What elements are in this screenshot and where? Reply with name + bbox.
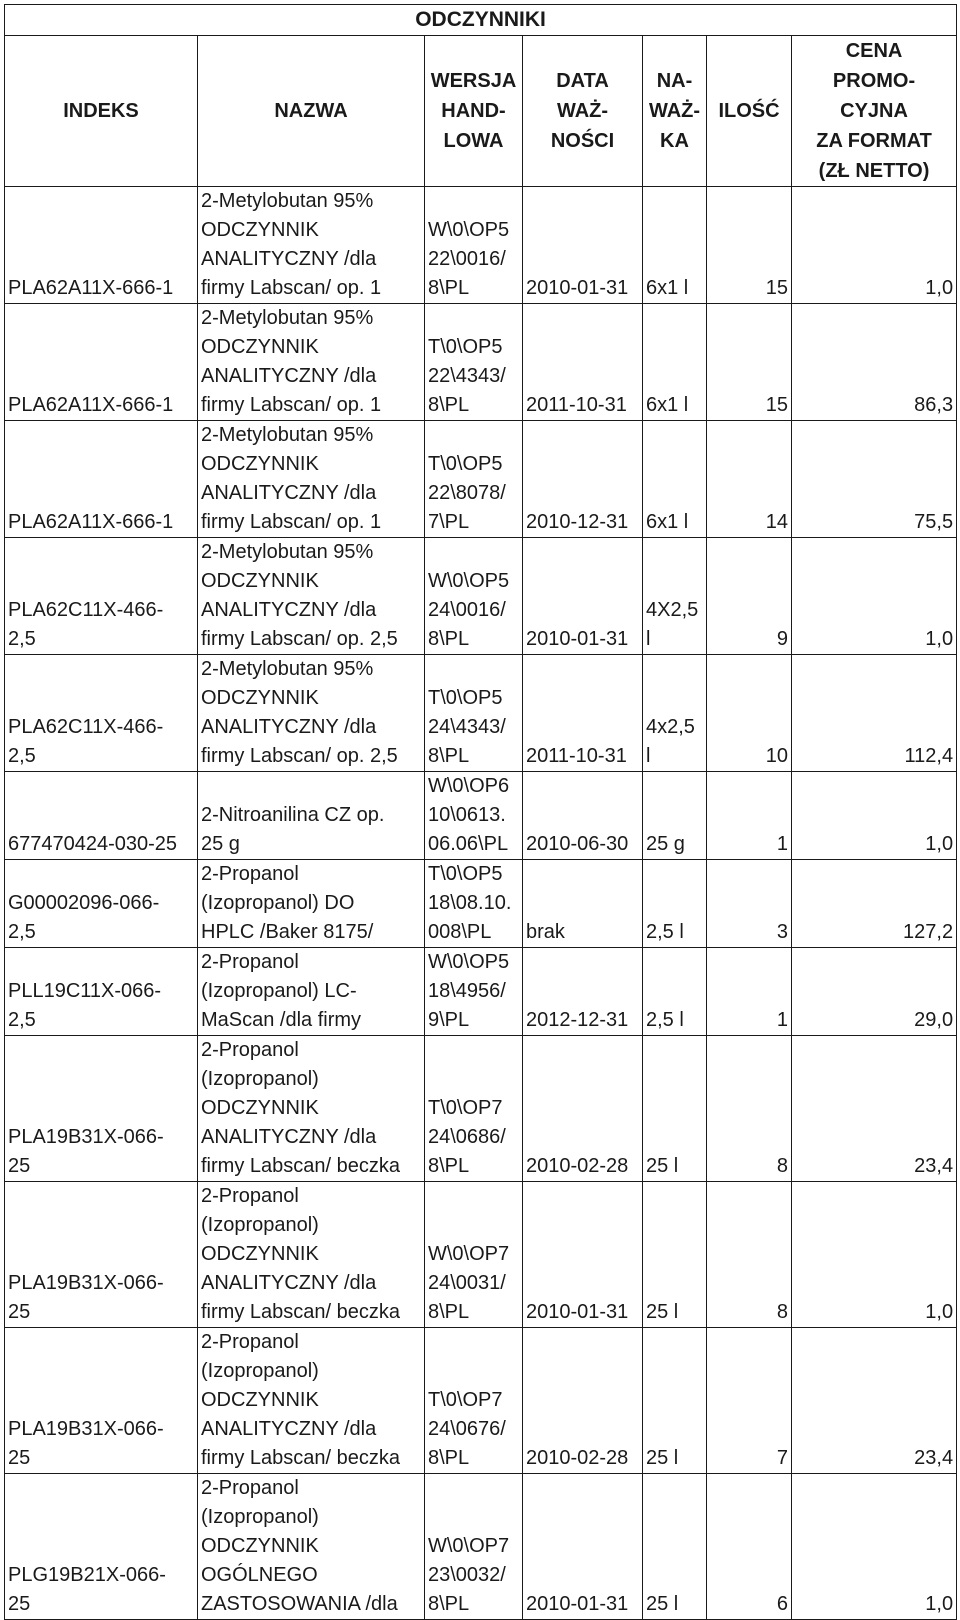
cell-expiry-date: 2010-01-31 xyxy=(523,187,643,304)
cell-expiry-date: 2010-06-30 xyxy=(523,772,643,860)
cell-trade-version: T\0\OP7 24\0676/ 8\PL xyxy=(425,1328,523,1474)
cell-promo-price: 1,0 xyxy=(792,772,957,860)
cell-promo-price: 23,4 xyxy=(792,1036,957,1182)
cell-expiry-date: 2012-12-31 xyxy=(523,948,643,1036)
cell-name: 2-Propanol (Izopropanol) ODCZYNNIK ANALITYCZNY /dla firmy Labscan/ beczka xyxy=(198,1328,425,1474)
table-row xyxy=(5,655,957,772)
header-row xyxy=(5,36,957,187)
cell-quantity: 1 xyxy=(707,948,792,1036)
cell-quantity: 6 xyxy=(707,1474,792,1620)
cell-promo-price: 29,0 xyxy=(792,948,957,1036)
table-row xyxy=(5,1182,957,1328)
table-row xyxy=(5,948,957,1036)
cell-trade-version: T\0\OP5 22\4343/ 8\PL xyxy=(425,304,523,421)
cell-quantity: 15 xyxy=(707,187,792,304)
cell-promo-price: 1,0 xyxy=(792,1474,957,1620)
cell-name: 2-Propanol (Izopropanol) ODCZYNNIK ANALITYCZNY /dla firmy Labscan/ beczka xyxy=(198,1036,425,1182)
cell-trade-version: T\0\OP5 22\8078/ 7\PL xyxy=(425,421,523,538)
cell-weight: 4x2,5 l xyxy=(643,655,707,772)
cell-quantity: 8 xyxy=(707,1036,792,1182)
cell-name: 2-Propanol (Izopropanol) DO HPLC /Baker 8175/ xyxy=(198,860,425,948)
cell-trade-version: W\0\OP5 24\0016/ 8\PL xyxy=(425,538,523,655)
cell-trade-version: W\0\OP6 10\0613. 06.06\PL xyxy=(425,772,523,860)
cell-index: PLA19B31X-066- 25 xyxy=(5,1328,198,1474)
header-trade-version: WERSJA HAND- LOWA xyxy=(425,36,523,187)
cell-weight: 6x1 l xyxy=(643,187,707,304)
cell-quantity: 8 xyxy=(707,1182,792,1328)
cell-weight: 25 l xyxy=(643,1036,707,1182)
table-row xyxy=(5,538,957,655)
cell-index: PLA62A11X-666-1 xyxy=(5,187,198,304)
cell-index: PLA62C11X-466- 2,5 xyxy=(5,655,198,772)
cell-weight: 2,5 l xyxy=(643,948,707,1036)
table-row xyxy=(5,1474,957,1620)
table-row xyxy=(5,772,957,860)
table-row xyxy=(5,1036,957,1182)
cell-expiry-date: 2010-01-31 xyxy=(523,538,643,655)
cell-trade-version: T\0\OP7 24\0686/ 8\PL xyxy=(425,1036,523,1182)
table-title: ODCZYNNIKI xyxy=(5,5,957,36)
cell-weight: 25 l xyxy=(643,1182,707,1328)
cell-promo-price: 127,2 xyxy=(792,860,957,948)
table-row xyxy=(5,421,957,538)
cell-quantity: 9 xyxy=(707,538,792,655)
cell-name: 2-Metylobutan 95% ODCZYNNIK ANALITYCZNY /dla firmy Labscan/ op. 2,5 xyxy=(198,538,425,655)
cell-expiry-date: 2010-12-31 xyxy=(523,421,643,538)
cell-trade-version: W\0\OP7 24\0031/ 8\PL xyxy=(425,1182,523,1328)
cell-quantity: 15 xyxy=(707,304,792,421)
cell-trade-version: W\0\OP5 22\0016/ 8\PL xyxy=(425,187,523,304)
cell-expiry-date: 2011-10-31 xyxy=(523,304,643,421)
cell-name: 2-Nitroanilina CZ op. 25 g xyxy=(198,772,425,860)
cell-trade-version: T\0\OP5 18\08.10. 008\PL xyxy=(425,860,523,948)
cell-promo-price: 1,0 xyxy=(792,187,957,304)
cell-weight: 25 l xyxy=(643,1328,707,1474)
cell-index: PLL19C11X-066- 2,5 xyxy=(5,948,198,1036)
reagents-sheet xyxy=(4,4,956,1620)
cell-expiry-date: 2010-01-31 xyxy=(523,1182,643,1328)
cell-weight: 25 g xyxy=(643,772,707,860)
cell-trade-version: W\0\OP5 18\4956/ 9\PL xyxy=(425,948,523,1036)
cell-weight: 2,5 l xyxy=(643,860,707,948)
cell-index: 677470424-030-25 xyxy=(5,772,198,860)
cell-index: G00002096-066- 2,5 xyxy=(5,860,198,948)
header-quantity: ILOŚĆ xyxy=(707,36,792,187)
cell-quantity: 1 xyxy=(707,772,792,860)
cell-weight: 4X2,5 l xyxy=(643,538,707,655)
cell-expiry-date: brak xyxy=(523,860,643,948)
cell-weight: 6x1 l xyxy=(643,421,707,538)
cell-promo-price: 1,0 xyxy=(792,538,957,655)
cell-index: PLA62C11X-466- 2,5 xyxy=(5,538,198,655)
cell-quantity: 14 xyxy=(707,421,792,538)
cell-quantity: 7 xyxy=(707,1328,792,1474)
cell-quantity: 10 xyxy=(707,655,792,772)
cell-index: PLA19B31X-066- 25 xyxy=(5,1182,198,1328)
header-index: INDEKS xyxy=(5,36,198,187)
cell-name: 2-Metylobutan 95% ODCZYNNIK ANALITYCZNY /dla firmy Labscan/ op. 1 xyxy=(198,187,425,304)
table-body xyxy=(5,187,957,1620)
reagents-table xyxy=(4,4,957,1620)
table-row xyxy=(5,304,957,421)
cell-weight: 6x1 l xyxy=(643,304,707,421)
cell-name: 2-Propanol (Izopropanol) ODCZYNNIK OGÓLNEGO ZASTOSOWANIA /dla xyxy=(198,1474,425,1620)
cell-expiry-date: 2011-10-31 xyxy=(523,655,643,772)
cell-weight: 25 l xyxy=(643,1474,707,1620)
cell-name: 2-Propanol (Izopropanol) LC- MaScan /dla firmy xyxy=(198,948,425,1036)
cell-promo-price: 75,5 xyxy=(792,421,957,538)
title-row xyxy=(5,5,957,36)
cell-promo-price: 112,4 xyxy=(792,655,957,772)
cell-promo-price: 23,4 xyxy=(792,1328,957,1474)
header-promo-price: CENA PROMO- CYJNA ZA FORMAT (ZŁ NETTO) xyxy=(792,36,957,187)
cell-name: 2-Metylobutan 95% ODCZYNNIK ANALITYCZNY /dla firmy Labscan/ op. 1 xyxy=(198,421,425,538)
cell-expiry-date: 2010-02-28 xyxy=(523,1036,643,1182)
cell-index: PLG19B21X-066- 25 xyxy=(5,1474,198,1620)
header-expiry-date: DATA WAŻ- NOŚCI xyxy=(523,36,643,187)
cell-trade-version: W\0\OP7 23\0032/ 8\PL xyxy=(425,1474,523,1620)
cell-promo-price: 86,3 xyxy=(792,304,957,421)
cell-expiry-date: 2010-02-28 xyxy=(523,1328,643,1474)
cell-index: PLA19B31X-066- 25 xyxy=(5,1036,198,1182)
cell-name: 2-Metylobutan 95% ODCZYNNIK ANALITYCZNY /dla firmy Labscan/ op. 1 xyxy=(198,304,425,421)
cell-index: PLA62A11X-666-1 xyxy=(5,421,198,538)
table-row xyxy=(5,1328,957,1474)
cell-name: 2-Propanol (Izopropanol) ODCZYNNIK ANALITYCZNY /dla firmy Labscan/ beczka xyxy=(198,1182,425,1328)
cell-promo-price: 1,0 xyxy=(792,1182,957,1328)
header-weight: NA- WAŻ- KA xyxy=(643,36,707,187)
cell-trade-version: T\0\OP5 24\4343/ 8\PL xyxy=(425,655,523,772)
cell-name: 2-Metylobutan 95% ODCZYNNIK ANALITYCZNY /dla firmy Labscan/ op. 2,5 xyxy=(198,655,425,772)
cell-expiry-date: 2010-01-31 xyxy=(523,1474,643,1620)
table-row xyxy=(5,860,957,948)
table-row xyxy=(5,187,957,304)
cell-quantity: 3 xyxy=(707,860,792,948)
header-name: NAZWA xyxy=(198,36,425,187)
cell-index: PLA62A11X-666-1 xyxy=(5,304,198,421)
